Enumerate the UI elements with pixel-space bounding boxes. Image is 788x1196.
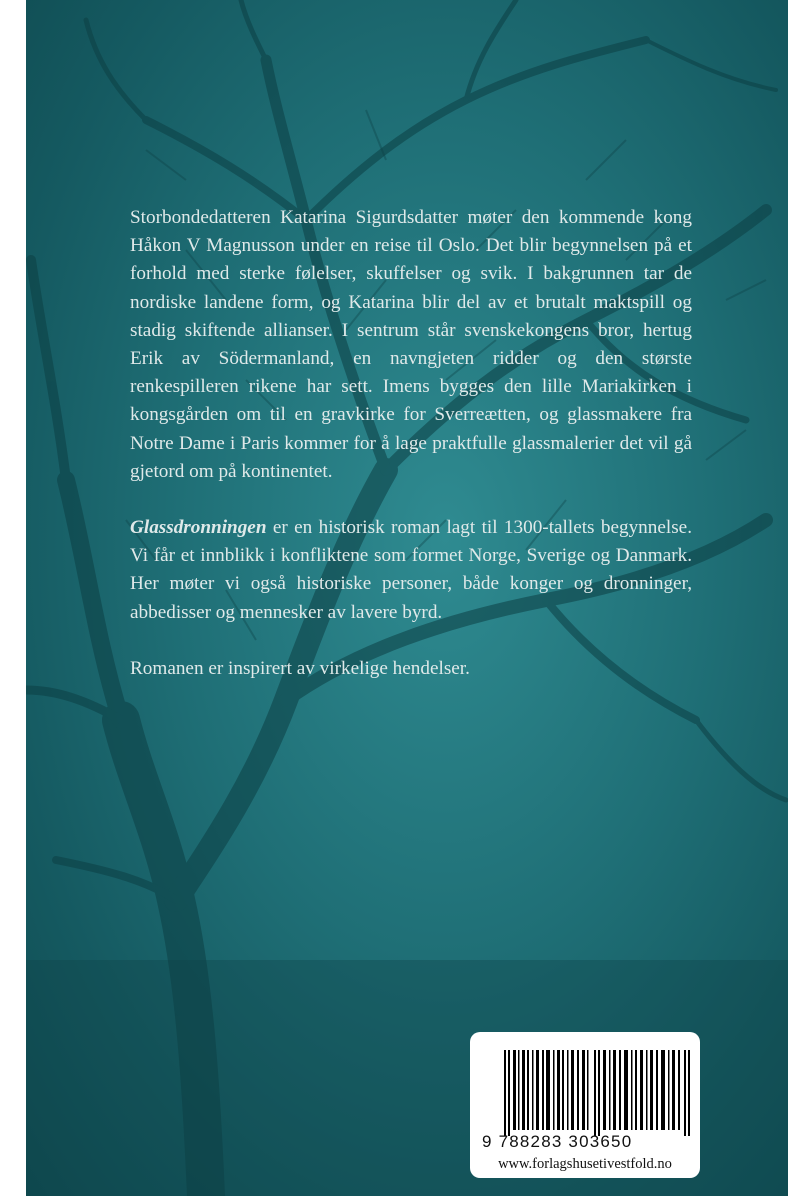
blurb-paragraph-1: Storbondedatteren Katarina Sigurdsdatter møter den kommende kong Håkon V Magnusson under en reise til Oslo. Det blir begynnelsen på et forhold med sterke følelser, skuffelser og svik. I bakgrunnen tar de nordiske landene form, og Katarina blir del av et brutalt maktspill og stadig skiftende allianser. I sentrum står svenskekongens bror, hertug Erik av Södermanland, en navngjeten ridder og den største renkespilleren rikene har sett. Imens bygges den lille Mariakirken i kongsgården om til en gravkirke for Sverreætten, og glassmakere fra Notre Dame i Paris kommer for å lage praktfulle glassmalerier det vil gå gjetord om på kontinentet. xyxy=(130,207,692,482)
back-cover xyxy=(26,0,788,1196)
barcode-image xyxy=(504,1050,694,1136)
isbn-number: 9 788283 303650 xyxy=(482,1132,633,1151)
blurb-paragraph-2-text: er en historisk roman lagt til 1300-tallets begynnelse. Vi får et innblikk i konfliktene som formet Norge, Sverige og Danmark. Her møter vi også historiske personer, både konger og dronninger, abbedisser og mennesker av lavere byrd. xyxy=(130,517,692,623)
book-title: Glassdronningen xyxy=(130,517,267,539)
blurb-paragraph-2 xyxy=(130,514,692,627)
blurb-paragraph-3: Romanen er inspirert av virkelige hendelser. xyxy=(130,657,470,679)
barcode-panel xyxy=(470,1032,700,1178)
publisher-url: www.forlagshusetivestfold.no xyxy=(498,1156,672,1172)
blurb-text xyxy=(130,204,692,711)
